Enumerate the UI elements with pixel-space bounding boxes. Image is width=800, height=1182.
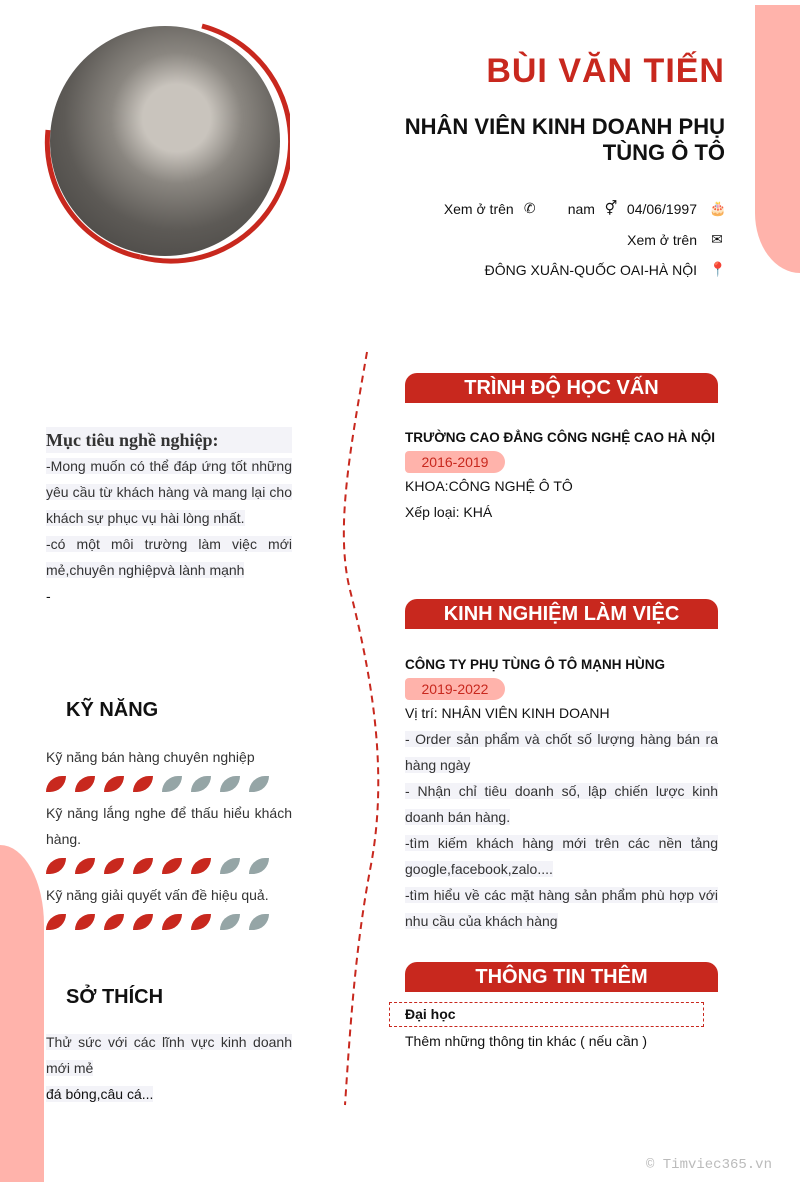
objective-line: - xyxy=(46,588,51,604)
rating-leaf-icon xyxy=(162,776,182,792)
rating-leaf-icon xyxy=(46,776,66,792)
phone-value: Xem ở trên xyxy=(443,200,514,217)
envelope-icon: ✉ xyxy=(711,231,723,247)
objective-title: Mục tiêu nghề nghiệp: xyxy=(46,427,292,453)
rating-leaf-icon xyxy=(220,776,240,792)
education-date: 2016-2019 xyxy=(405,451,505,473)
extra-heading: Đại học xyxy=(405,1006,456,1022)
skill-rating xyxy=(46,858,292,874)
birthday-cake-icon: 🎂 xyxy=(709,200,727,216)
rating-leaf-icon xyxy=(220,914,240,930)
experience-title: KINH NGHIỆM LÀM VIỆC xyxy=(405,599,718,629)
extra-info-title: THÔNG TIN THÊM xyxy=(405,962,718,992)
rating-leaf-icon xyxy=(162,858,182,874)
hobby-line: đá bóng,câu cá... xyxy=(46,1086,154,1102)
candidate-name: BÙI VĂN TIẾN xyxy=(486,52,725,90)
address-value: ĐÔNG XUÂN-QUỐC OAI-HÀ NỘI xyxy=(484,261,697,278)
skill-rating xyxy=(46,776,292,792)
info-row-2 xyxy=(627,231,725,248)
extra-text: Thêm những thông tin khác ( nếu cần ) xyxy=(405,1033,648,1049)
experience-line: - Nhận chỉ tiêu doanh số, lập chiến lược kinh doanh bán hàng. xyxy=(405,783,718,825)
email-value: Xem ở trên xyxy=(627,231,697,248)
objective-line: -Mong muốn có thể đáp ứng tốt những yêu cầu từ khách hàng và mang lại cho khách sự phục vụ hài lòng nhất. xyxy=(46,458,292,526)
rating-leaf-icon xyxy=(104,858,124,874)
experience-date: 2019-2022 xyxy=(405,678,505,700)
info-row-1 xyxy=(444,200,725,217)
rating-leaf-icon xyxy=(133,776,153,792)
experience-line: - Order sản phẩm và chốt số lượng hàng bán ra hàng ngày xyxy=(405,731,718,773)
dashed-wave-divider xyxy=(330,350,390,1110)
rating-leaf-icon xyxy=(249,914,269,930)
hobbies-title: SỞ THÍCH xyxy=(66,986,164,1008)
experience-section xyxy=(405,652,718,934)
skill-label: Kỹ năng lắng nghe để thấu hiểu khách hàng. xyxy=(46,805,292,847)
skill-label: Kỹ năng bán hàng chuyên nghiệp xyxy=(46,749,255,765)
rating-leaf-icon xyxy=(75,776,95,792)
company-name: CÔNG TY PHỤ TÙNG Ô TÔ MẠNH HÙNG xyxy=(405,657,666,672)
skill-rating xyxy=(46,914,292,930)
education-title: TRÌNH ĐỘ HỌC VẤN xyxy=(405,373,718,403)
rating-leaf-icon xyxy=(162,914,182,930)
rating-leaf-icon xyxy=(220,858,240,874)
experience-line: -tìm hiểu về các mặt hàng sản phẩm phù hợp với nhu cầu của khách hàng xyxy=(405,887,718,929)
decor-top-right xyxy=(755,5,800,273)
rating-leaf-icon xyxy=(191,914,211,930)
rating-leaf-icon xyxy=(191,776,211,792)
gender-value: nam xyxy=(567,200,595,217)
education-major: KHOA:CÔNG NGHỆ Ô TÔ xyxy=(405,478,573,494)
skill-label: Kỹ năng giải quyết vấn đề hiệu quả. xyxy=(46,887,269,903)
rating-leaf-icon xyxy=(133,914,153,930)
rating-leaf-icon xyxy=(104,776,124,792)
rating-leaf-icon xyxy=(104,914,124,930)
info-row-3 xyxy=(485,261,725,278)
phone-icon: ✆ xyxy=(523,200,536,216)
school-name: TRƯỜNG CAO ĐẲNG CÔNG NGHỆ CAO HÀ NỘI xyxy=(405,430,715,445)
watermark: © Timviec365.vn xyxy=(645,1157,772,1173)
decor-bottom-left xyxy=(0,845,44,1182)
rating-leaf-icon xyxy=(133,858,153,874)
rating-leaf-icon xyxy=(46,858,66,874)
objective-section xyxy=(46,427,292,609)
profile-photo xyxy=(50,26,280,256)
hobby-line: Thử sức với các lĩnh vực kinh doanh mới mẻ xyxy=(46,1034,292,1076)
map-marker-icon: 📍 xyxy=(709,261,727,277)
rating-leaf-icon xyxy=(75,858,95,874)
rating-leaf-icon xyxy=(46,914,66,930)
birthday-value: 04/06/1997 xyxy=(626,200,697,217)
rating-leaf-icon xyxy=(75,914,95,930)
skills-title: KỸ NĂNG xyxy=(66,699,159,721)
gender-icon: ⚥ xyxy=(604,200,618,216)
rating-leaf-icon xyxy=(249,776,269,792)
education-section xyxy=(405,425,718,525)
rating-leaf-icon xyxy=(249,858,269,874)
job-title: NHÂN VIÊN KINH DOANH PHỤ TÙNG Ô TÔ xyxy=(404,114,725,165)
education-rank: Xếp loại: KHÁ xyxy=(405,504,493,520)
hobbies-list xyxy=(46,1029,292,1107)
objective-line: -có một môi trường làm việc mới mẻ,chuyên nghiệpvà lành mạnh xyxy=(46,536,292,578)
rating-leaf-icon xyxy=(191,858,211,874)
experience-line: -tìm kiếm khách hàng mới trên các nền tảng google,facebook,zalo.... xyxy=(405,835,718,877)
skills-list xyxy=(46,744,292,938)
experience-position: Vị trí: NHÂN VIÊN KINH DOANH xyxy=(405,705,610,721)
